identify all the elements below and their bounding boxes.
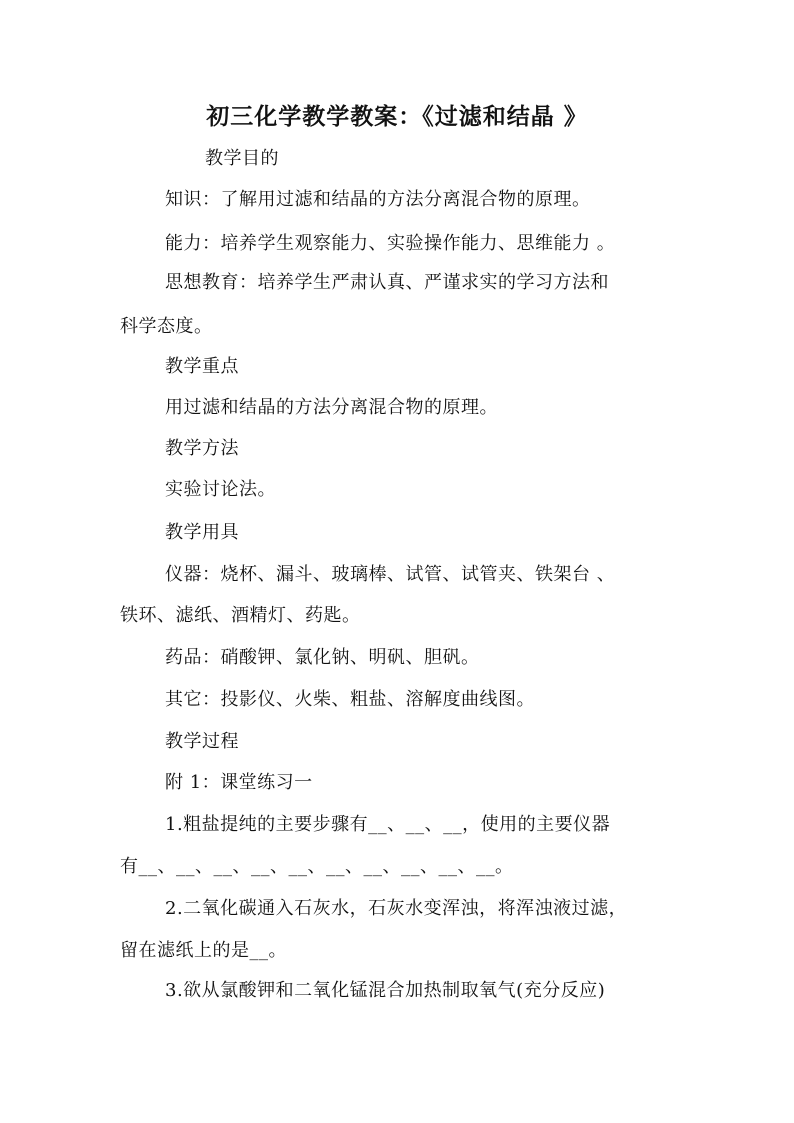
section-heading-process: 教学过程: [165, 731, 239, 752]
section-heading-objectives: 教学目的: [205, 148, 279, 169]
exercise-question: 3.欲从氯酸钾和二氧化锰混合加热制取氧气(充分反应): [165, 980, 606, 1001]
section-heading-methods: 教学方法: [165, 438, 239, 459]
exercise-question: 有__、__、__、__、__、__、__、__、__、__。: [120, 856, 514, 877]
paragraph-line: 其它：投影仪、火柴、粗盐、溶解度曲线图。: [165, 689, 535, 710]
exercise-question: 留在滤纸上的是__。: [120, 940, 287, 961]
paragraph-line: 知识：了解用过滤和结晶的方法分离混合物的原理。: [165, 189, 591, 210]
exercise-question: 2.二氧化碳通入石灰水，石灰水变浑浊，将浑浊液过滤，: [165, 898, 628, 919]
paragraph-line: 科学态度。: [120, 316, 213, 337]
paragraph-line: 铁环、滤纸、酒精灯、药匙。: [120, 605, 361, 626]
exercise-heading: 附 1：课堂练习一: [165, 772, 313, 793]
paragraph-line: 药品：硝酸钾、氯化钠、明矾、胆矾。: [165, 647, 480, 668]
paragraph-line: 实验讨论法。: [165, 479, 276, 500]
paragraph-line: 用过滤和结晶的方法分离混合物的原理。: [165, 397, 498, 418]
paragraph-line: 能力：培养学生观察能力、实验操作能力、思维能力 。: [165, 233, 616, 254]
section-heading-tools: 教学用具: [165, 522, 239, 543]
exercise-question: 1.粗盐提纯的主要步骤有__、__、__，使用的主要仪器: [165, 814, 611, 835]
paragraph-line: 仪器：烧杯、漏斗、玻璃棒、试管、试管夹、铁架台 、: [165, 564, 616, 585]
paragraph-line: 思想教育：培养学生严肃认真、严谨求实的学习方法和: [165, 272, 609, 293]
document-title: 初三化学教学教案：《过滤和结晶 》: [206, 103, 588, 130]
section-heading-key-points: 教学重点: [165, 356, 239, 377]
